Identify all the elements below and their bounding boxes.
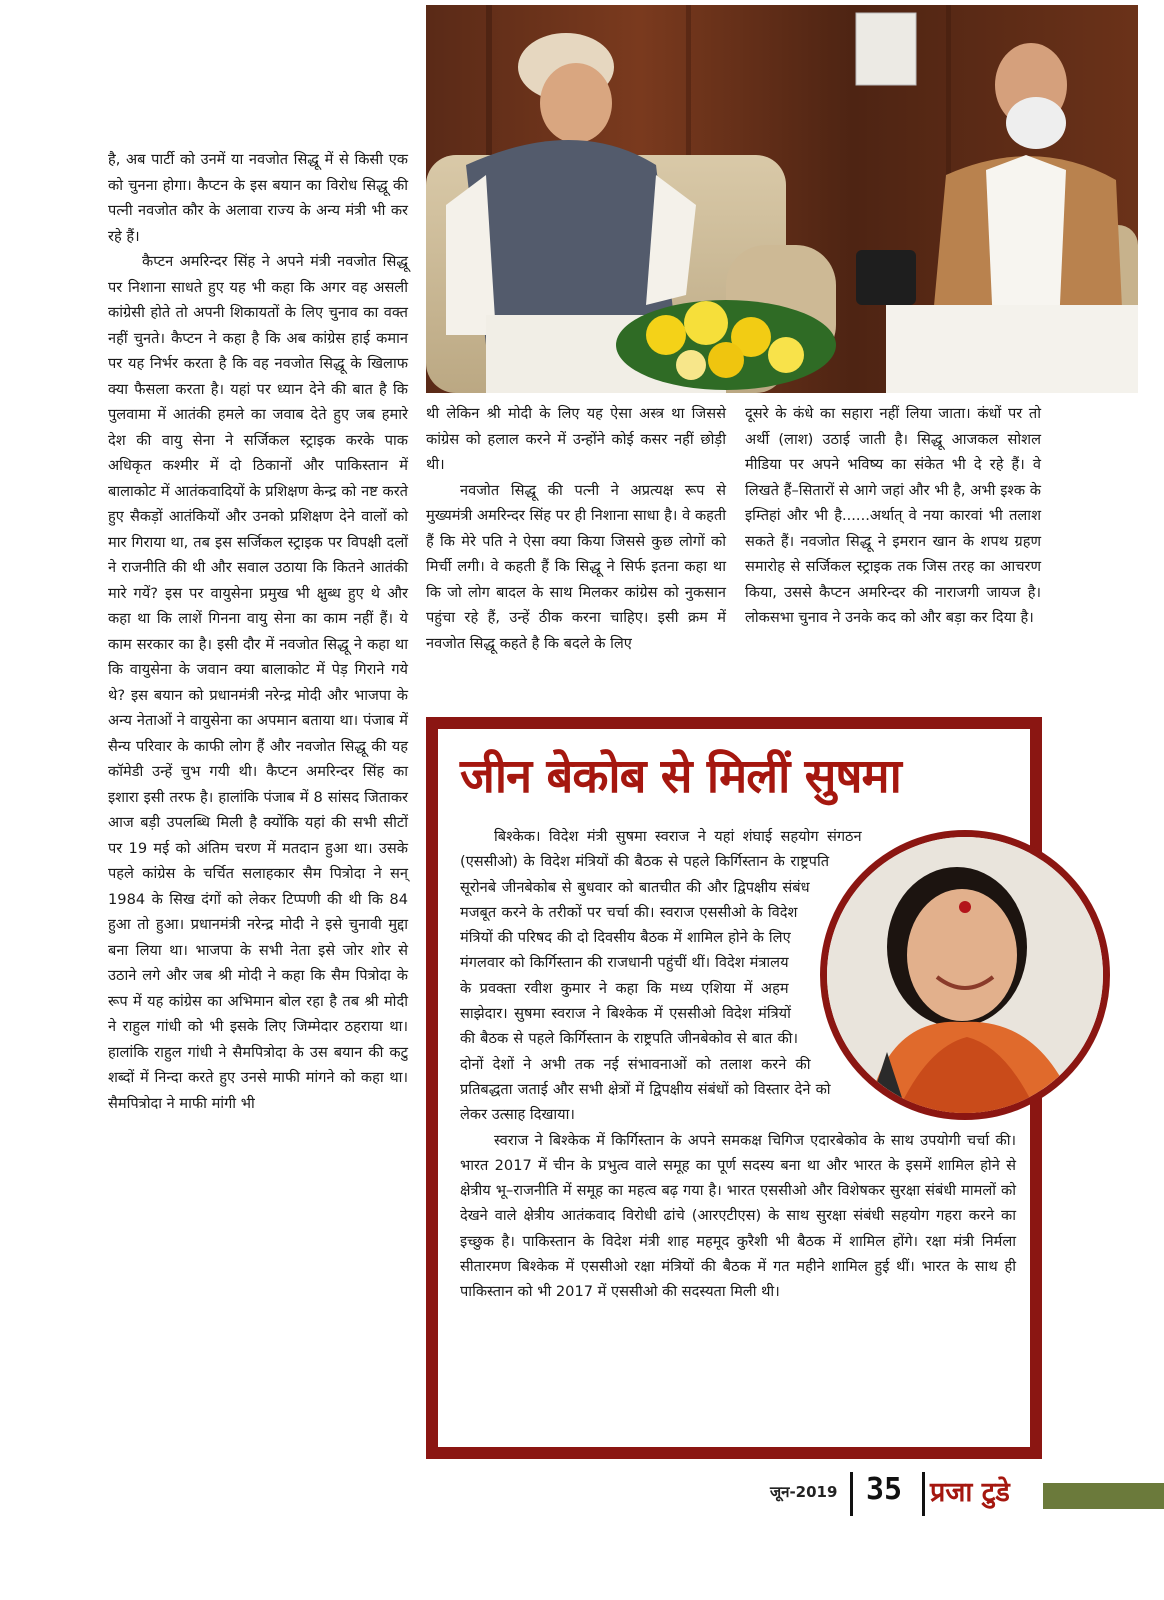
box-headline: जीन बेकोब से मिलीं सुषमा	[460, 749, 901, 804]
page-number: 35	[866, 1472, 903, 1507]
left-paragraph-1: है, अब पार्टी को उनमें या नवजोत सिद्धू में से किसी एक को चुनना होगा। कैप्टन के इस बयान का विरोध सिद्धू की पत्नी नवजोत कौर के अलावा राज्य के अन्य मंत्री भी कर रहे हैं।	[108, 151, 408, 245]
sushma-portrait	[820, 830, 1110, 1120]
footer-divider	[922, 1472, 925, 1516]
footer-divider	[850, 1472, 853, 1516]
footer-date: जून-2019	[770, 1483, 838, 1501]
middle-paragraph-1: थी लेकिन श्री मोदी के लिए यह ऐसा अस्त्र था जिससे कांग्रेस को हलाल करने में उन्होंने कोई कसर नहीं छोड़ी थी।	[426, 405, 726, 473]
magazine-brand: प्रजा टुडे	[930, 1477, 1010, 1508]
meeting-photo	[426, 5, 1138, 393]
article-left-column	[108, 147, 408, 1116]
right-paragraph-1: दूसरे के कंधे का सहारा नहीं लिया जाता। कंधों पर तो अर्थी (लाश) उठाई जाती है। सिद्धू आजकल सोशल मीडिया पर अपने भविष्य का संकेत भी दे रहे हैं। वे लिखते हैं–सितारों से आगे जहां और भी है, अभी इश्क के इम्तिहां और भी है......अर्थात् वे नया कारवां भी तलाश सकते हैं। नवजोत सिद्धू ने इमरान खान के शपथ ग्रहण समारोह से सर्जिकल स्ट्राइक तक जिस तरह का आचरण किया, उससे कैप्टन अमरिन्दर की नाराजगी जायज है। लोकसभा चुनाव ने उनके कद को और बड़ा कर दिया है।	[745, 405, 1041, 626]
article-right-column	[745, 401, 1041, 631]
middle-paragraph-2: नवजोत सिद्धू की पत्नी ने अप्रत्यक्ष रूप से मुख्यमंत्री अमरिन्दर सिंह पर ही निशाना साधा है। वे कहती हैं कि मेरे पति ने ऐसा क्या किया जिससे कुछ लोगों को मिर्ची लगी। वे कहती हैं कि सिद्धू ने सिर्फ इतना कहा था कि जो लोग बादल के साथ मिलकर कांग्रेस को नुकसान पहुंचा रहे हैं, उन्हें ठीक करना चाहिए। इसी क्रम में नवजोत सिद्धू कहते है कि बदले के लिए	[426, 481, 726, 652]
article-middle-column	[426, 401, 726, 656]
footer-color-strip	[1043, 1483, 1164, 1509]
box-paragraph-1: बिश्केक। विदेश मंत्री सुषमा स्वराज ने यहां शंघाई सहयोग संगठन (एससीओ) के विदेश मंत्रियों की बैठक से पहले किर्गिस्तान के राष्ट्रपति सूरोनबे जीनबेकोब से बुधवार को बातचीत की और द्विपक्षीय संबंध मजबूत करने के तरीकों पर चर्चा की। स्वराज एससीओ के विदेश मंत्रियों की परिषद की दो दिवसीय बैठक में शामिल होने के लिए मंगलवार को किर्गिस्तान की राजधानी पहुंचीं थीं। विदेश मंत्रालय के प्रवक्ता रवीश कुमार ने कहा कि मध्य एशिया में अहम साझेदार। सुषमा स्वराज ने बिश्केक में एससीओ विदेश मंत्रियों की बैठक से पहले किर्गिस्तान के राष्ट्रपति जीनबेकोव से बात की। दोनों देशों ने अभी तक नई संभावनाओं को तलाश करने की प्रतिबद्धता जताई और सभी क्षेत्रों में द्विपक्षीय संबंधों को विस्तार देने को लेकर उत्साह दिखाया।	[460, 828, 862, 1124]
box-paragraph-2: स्वराज ने बिश्केक में किर्गिस्तान के अपने समकक्ष चिगिज एदारबेकोव के साथ उपयोगी चर्चा की। भारत 2017 में चीन के प्रभुत्व वाले समूह का पूर्ण सदस्य बना था और भारत के इसमें शामिल होने से क्षेत्रीय भू–राजनीति में समूह का महत्व बढ़ गया है। भारत एससीओ और विशेषकर सुरक्षा संबंधी मामलों को देखने वाले क्षेत्रीय आतंकवाद विरोधी ढांचे (आरएटीएस) के साथ सुरक्षा संबंधी सहयोग गहरा करने का इच्छुक है। पाकिस्तान के विदेश मंत्री शाह महमूद कुरैशी भी बैठक में शामिल होंगे। रक्षा मंत्री निर्मला सीतारमण बिश्केक में एससीओ रक्षा मंत्रियों की बैठक में गत महीने शामिल हुई थीं। भारत के साथ ही पाकिस्तान को भी 2017 में एससीओ की सदस्यता मिली थी।	[460, 1131, 1016, 1301]
left-paragraph-2: कैप्टन अमरिन्दर सिंह ने अपने मंत्री नवजोत सिद्धू पर निशाना साधते हुए यह भी कहा कि अगर वह असली कांग्रेसी होते तो अपनी शिकायतों के लिए चुनाव का वक्त नहीं चुनते। कैप्टन ने कहा है कि अब कांग्रेस हाई कमान पर यह निर्भर करता है कि वह नवजोत सिद्धू के खिलाफ क्या फैसला करता है। यहां पर ध्यान देने की बात है कि पुलवामा में आतंकी हमले का जवाब देते हुए जब हमारे देश की वायु सेना ने सर्जिकल स्ट्राइक करके पाक अधिकृत कश्मीर में दो ठिकानों और पाकिस्तान में बालाकोट में आतंकवादियों के प्रशिक्षण केन्द्र को नष्ट करते हुए सैकड़ों आतंकियों और उनको प्रशिक्षण देने वालों को मार गिराया था, तब इस सर्जिकल स्ट्राइक पर विपक्षी दलों ने राजनीति की थी और सवाल उठाया कि कितने आतंकी मारे गयें? इस पर वायुसेना प्रमुख भी क्षुब्ध हुए थे और कहा था कि लाशें गिनना वायु सेना का काम नहीं हैं। ये काम सरकार का है। इसी दौर में नवजोत सिद्धू ने कहा था कि वायुसेना के जवान क्या बालाकोट में पेड़ गिराने गये थे? इस बयान को प्रधानमंत्री नरेन्द्र मोदी और भाजपा के अन्य नेताओं ने वायुसेना का अपमान बताया था। पंजाब में सैन्य परिवार के काफी लोग हैं और नवजोत सिद्धू की यह कॉमेडी उन्हें चुभ गयी थी। कैप्टन अमरिन्दर सिंह का इशारा इसी तरफ है। हालांकि पंजाब में 8 सांसद जिताकर आज बड़ी उपलब्धि मिली है क्योंकि यहां की सभी सीटों पर 19 मई को अंतिम चरण में मतदान हुआ था। उसके पहले कांग्रेस के चर्चित सलाहकार सैम पित्रोदा ने सन् 1984 के सिख दंगों को लेकर टिप्पणी की थी कि 84 हुआ तो हुआ। प्रधानमंत्री नरेन्द्र मोदी ने इसे चुनावी मुद्दा बना लिया था। भाजपा के सभी नेता इसे जोर शोर से उठाने लगे और जब श्री मोदी ने कहा कि सैम पित्रोदा के रूप में यह कांग्रेस का अभिमान बोल रहा है तब श्री मोदी ने राहुल गांधी को भी इसके लिए जिम्मेदार ठहराया था। हालांकि राहुल गांधी ने सैमपित्रोदा के उस बयान की कटु शब्दों में निन्दा करते हुए उनसे माफी मांगने को कहा था। सैमपित्रोदा ने माफी मांगी भी	[108, 253, 408, 1112]
